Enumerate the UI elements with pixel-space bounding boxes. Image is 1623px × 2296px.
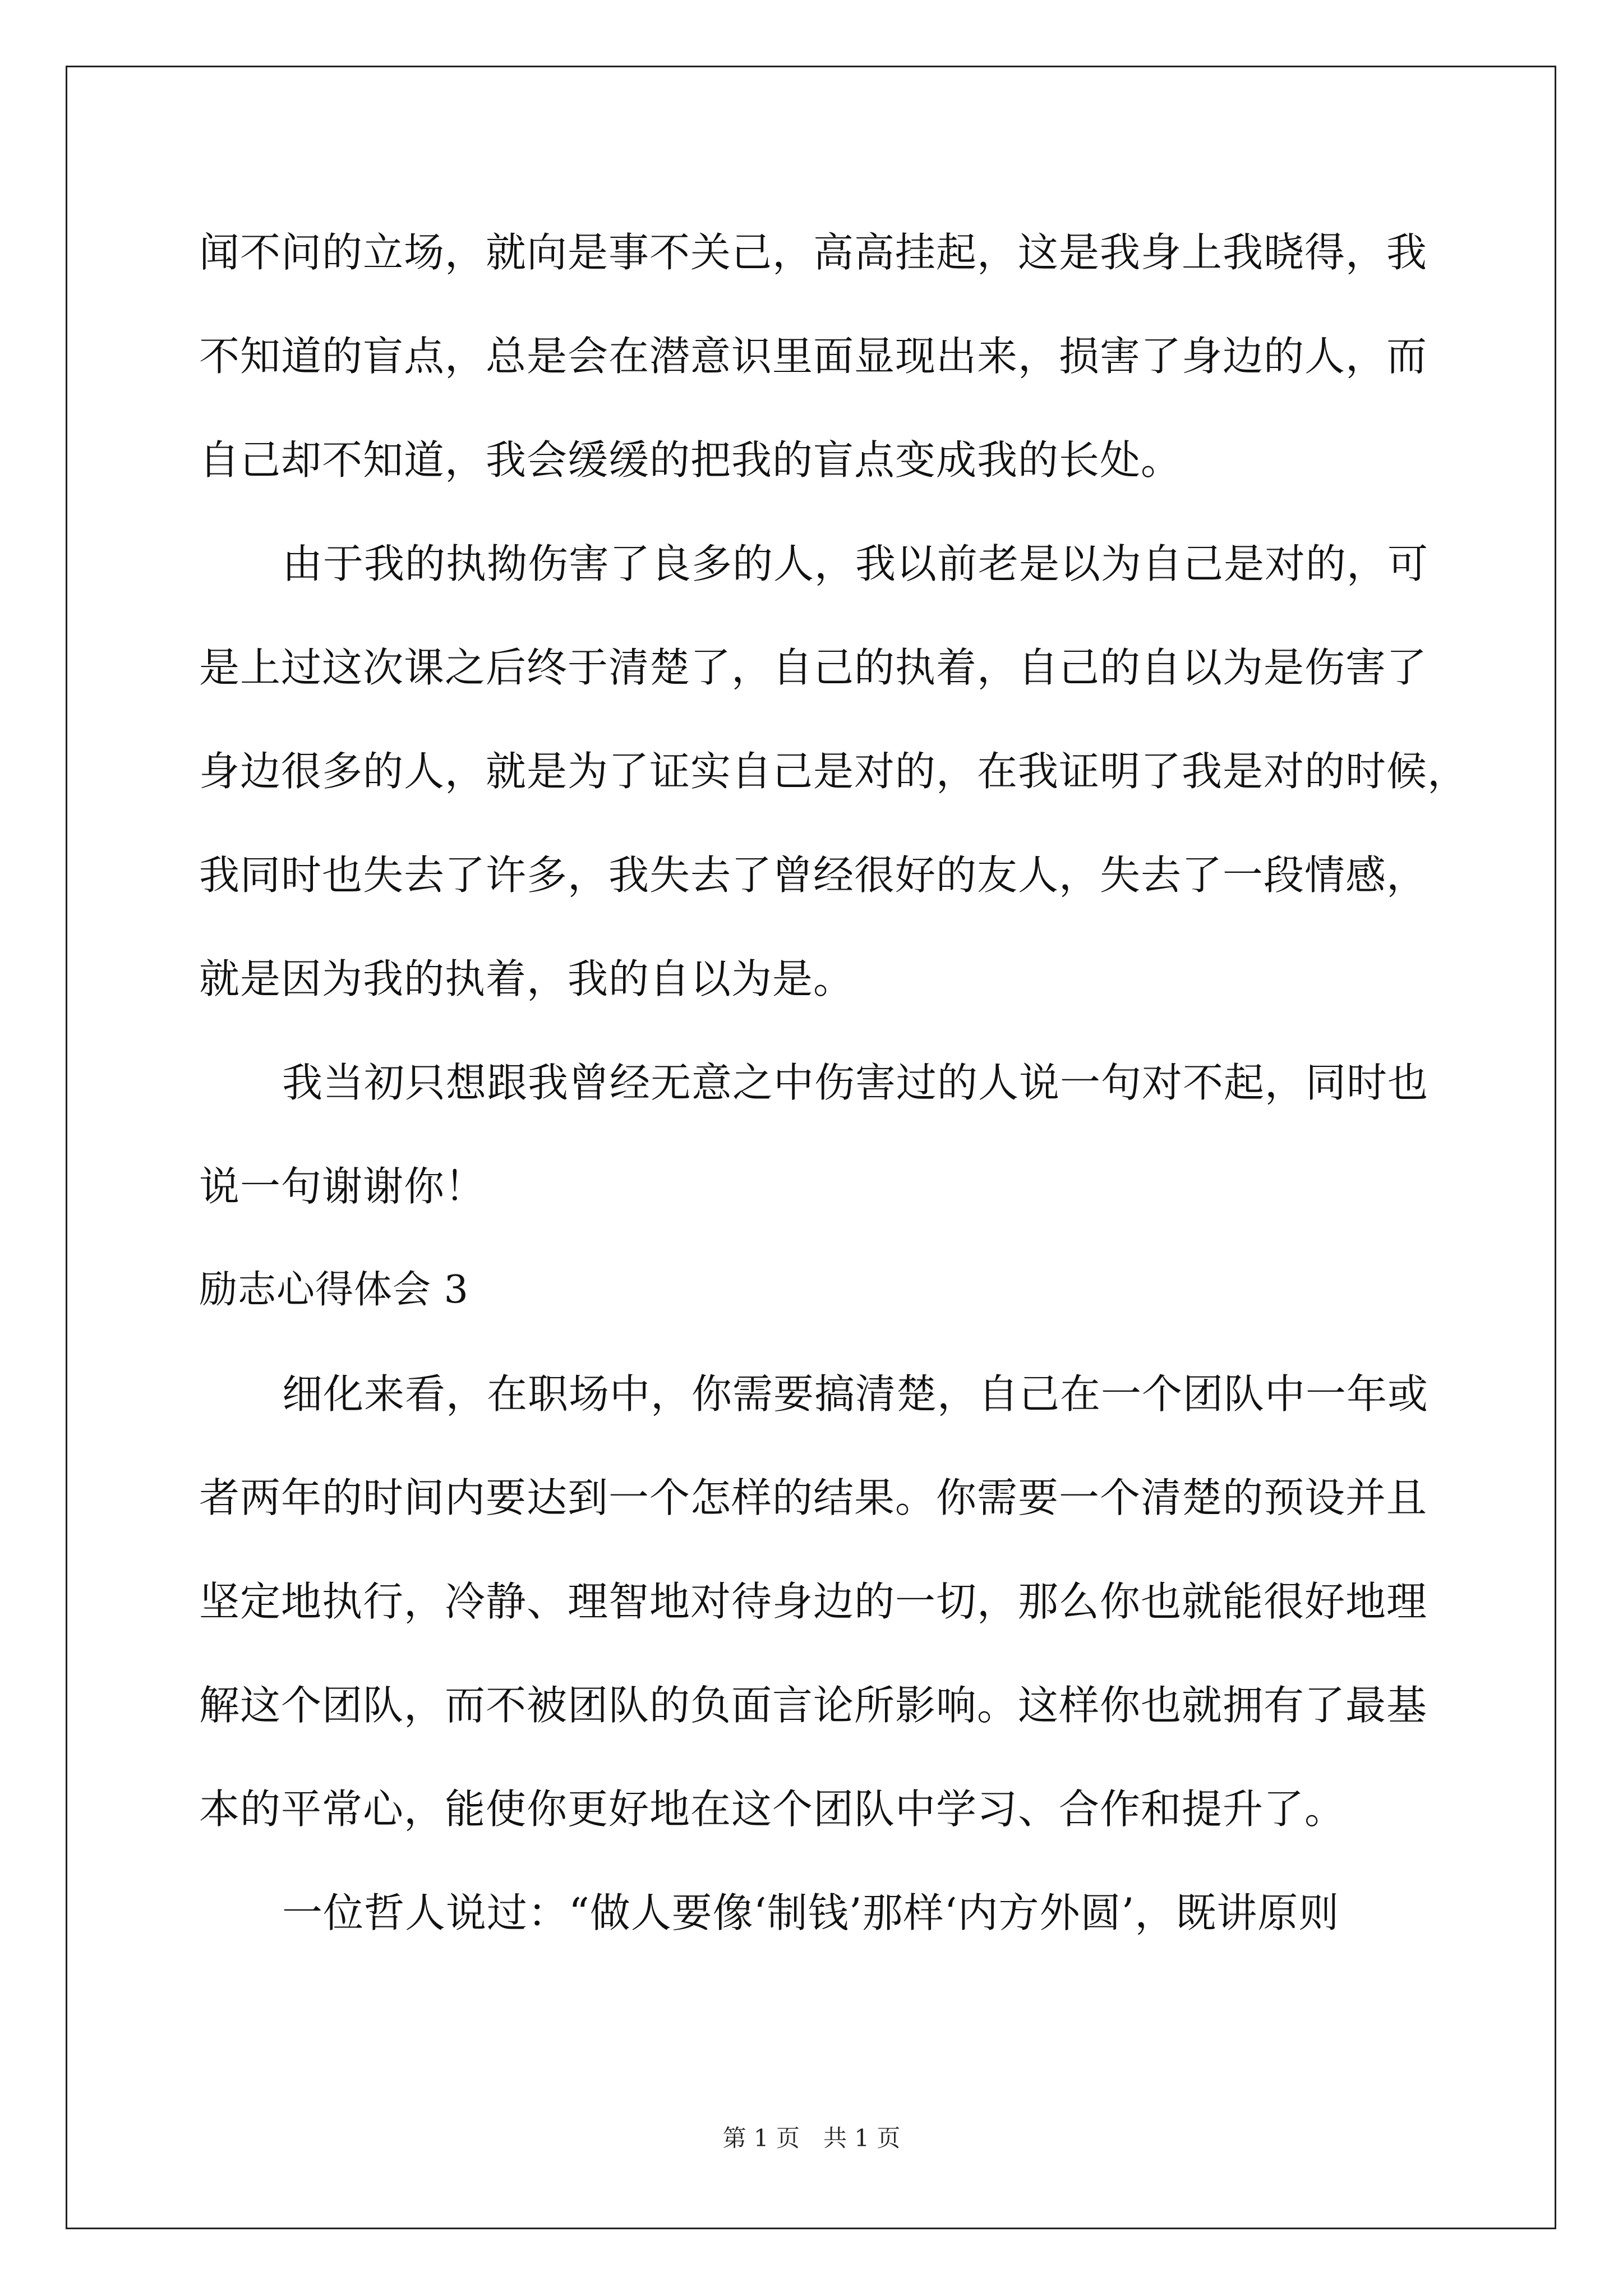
paragraph-line: 身边很多的人，就是为了证实自己是对的，在我证明了我是对的时候， bbox=[199, 748, 1469, 795]
paragraph-line: 不知道的盲点，总是会在潜意识里面显现出来，损害了身边的人，而 bbox=[199, 333, 1428, 380]
paragraph-line: 坚定地执行，冷静、理智地对待身边的一切，那么你也就能很好地理 bbox=[199, 1578, 1428, 1625]
paragraph-line: 者两年的时间内要达到一个怎样的结果。你需要一个清楚的预设并且 bbox=[199, 1474, 1428, 1521]
paragraph-line: 说一句谢谢你！ bbox=[199, 1163, 486, 1210]
section-heading: 励志心得体会 3 bbox=[199, 1268, 469, 1312]
paragraph-line: 我同时也失去了许多，我失去了曾经很好的友人，失去了一段情感， bbox=[199, 852, 1428, 899]
paragraph-line: 就是因为我的执着，我的自以为是。 bbox=[199, 955, 855, 1002]
paragraph-line: 是上过这次课之后终于清楚了，自己的执着，自己的自以为是伤害了 bbox=[199, 644, 1428, 691]
paragraph-line: 本的平常心，能使你更好地在这个团队中学习、合作和提升了。 bbox=[199, 1786, 1346, 1833]
paragraph-line: 闻不问的立场，就向是事不关己，高高挂起，这是我身上我晓得，我 bbox=[199, 229, 1428, 276]
paragraph-first-line: 细化来看，在职场中，你需要搞清楚，自己在一个团队中一年或 bbox=[282, 1370, 1429, 1418]
paragraph-line: 自己却不知道，我会缓缓的把我的盲点变成我的长处。 bbox=[199, 436, 1182, 484]
paragraph-first-line: 由于我的执拗伤害了良多的人，我以前老是以为自己是对的，可 bbox=[282, 540, 1429, 587]
paragraph-first-line: 我当初只想跟我曾经无意之中伤害过的人说一句对不起，同时也 bbox=[282, 1059, 1429, 1106]
paragraph-first-line: 一位哲人说过：“做人要像‘制钱’那样‘内方外圆’，既讲原则 bbox=[282, 1889, 1340, 1936]
paragraph-line: 解这个团队，而不被团队的负面言论所影响。这样你也就拥有了最基 bbox=[199, 1682, 1428, 1729]
page-footer: 第 1 页 共 1 页 bbox=[722, 2124, 901, 2152]
